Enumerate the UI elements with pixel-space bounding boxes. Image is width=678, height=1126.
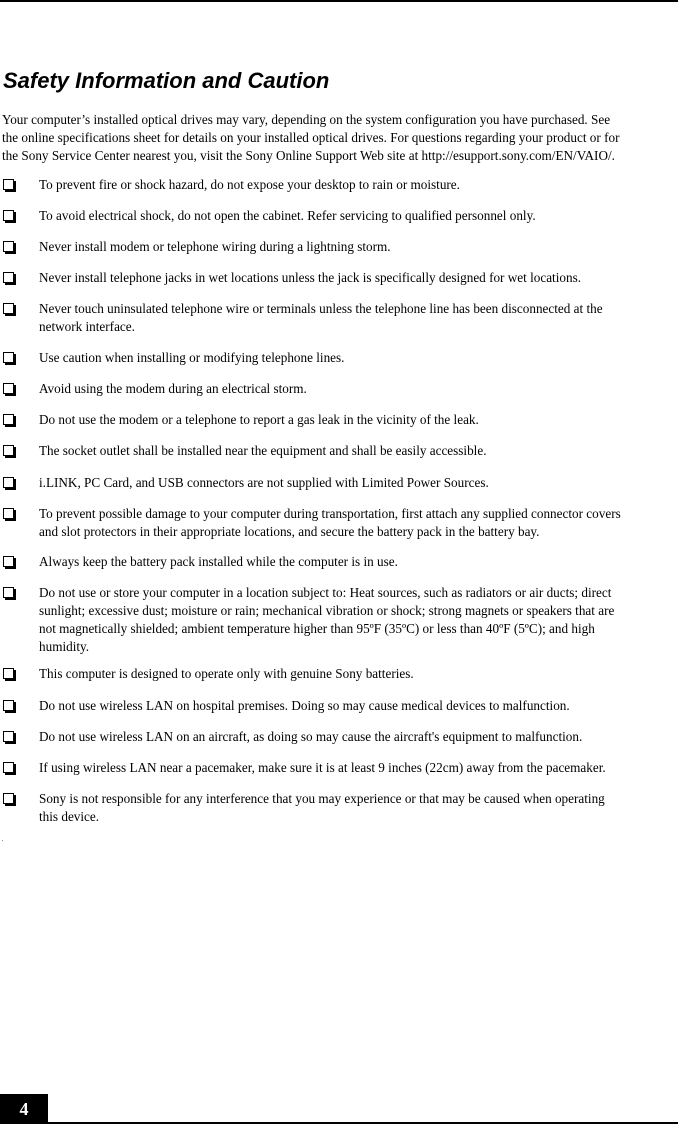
bullet-text [39, 411, 678, 429]
checkbox-icon [3, 587, 14, 598]
checkbox-icon [3, 793, 14, 804]
bullet-line: To prevent fire or shock hazard, do not expose your desktop to rain or moisture. [39, 177, 460, 192]
bottom-rule [48, 1122, 678, 1124]
bullet-text [39, 349, 678, 367]
checkbox-icon [3, 556, 14, 567]
bullet-text [39, 176, 678, 194]
bullet-line: To prevent possible damage to your computer during transportation, first attach any supplied connector covers [39, 506, 621, 521]
bullet-line: Never touch uninsulated telephone wire or terminals unless the telephone line has been disconnected at the [39, 301, 603, 316]
bullet-text [39, 442, 678, 460]
checkbox-icon [3, 241, 14, 252]
bullet-text [39, 505, 678, 541]
bullet-text [39, 697, 678, 715]
checkbox-icon [3, 272, 14, 283]
bullet-line: To avoid electrical shock, do not open the cabinet. Refer servicing to qualified personnel only. [39, 208, 536, 223]
bullet-text [39, 553, 678, 571]
checkbox-icon [3, 668, 14, 679]
bullet-line: If using wireless LAN near a pacemaker, make sure it is at least 9 inches (22cm) away from the pacemaker. [39, 760, 606, 775]
checkbox-icon [3, 303, 14, 314]
stray-mark [2, 840, 3, 841]
bullet-line: Never install telephone jacks in wet locations unless the jack is specifically designed for wet locations. [39, 270, 581, 285]
checkbox-icon [3, 700, 14, 711]
bullet-text [39, 474, 678, 492]
bullet-text [39, 665, 678, 683]
bullet-line: This computer is designed to operate only with genuine Sony batteries. [39, 666, 414, 681]
checkbox-icon [3, 414, 14, 425]
bullet-line: The socket outlet shall be installed near the equipment and shall be easily accessible. [39, 443, 487, 458]
checkbox-icon [3, 477, 14, 488]
bullet-line: i.LINK, PC Card, and USB connectors are not supplied with Limited Power Sources. [39, 475, 489, 490]
bullet-line: Do not use or store your computer in a location subject to: Heat sources, such as radiators or air ducts; direct [39, 585, 612, 600]
bullet-line: and slot protectors in their appropriate locations, and secure the battery pack in the battery bay. [39, 524, 540, 539]
bullet-line: Sony is not responsible for any interference that you may experience or that may be caused when operating [39, 791, 605, 806]
checkbox-icon [3, 508, 14, 519]
bullet-line: Use caution when installing or modifying telephone lines. [39, 350, 345, 365]
bullet-line: Always keep the battery pack installed while the computer is in use. [39, 554, 398, 569]
checkbox-icon [3, 445, 14, 456]
checkbox-icon [3, 383, 14, 394]
bullet-line: Do not use wireless LAN on hospital premises. Doing so may cause medical devices to malfunction. [39, 698, 570, 713]
bullet-line: network interface. [39, 319, 135, 334]
bullet-line: sunlight; excessive dust; moisture or rain; mechanical vibration or shock; strong magnets or speakers that are [39, 603, 615, 618]
checkbox-icon [3, 731, 14, 742]
bullet-line: not magnetically shielded; ambient temperature higher than 95ºF (35ºC) or less than 40ºF (5ºC); and high [39, 621, 595, 636]
bullet-text [39, 207, 678, 225]
bullet-text [39, 790, 678, 826]
page-number: 4 [0, 1094, 48, 1124]
bullet-line: Do not use wireless LAN on an aircraft, as doing so may cause the aircraft's equipment to malfunction. [39, 729, 583, 744]
intro-line: the Sony Service Center nearest you, visit the Sony Online Support Web site at http://esupport.sony.com/EN/VAIO/. [2, 148, 615, 163]
bullet-text [39, 380, 678, 398]
bullet-text [39, 238, 678, 256]
bullet-line: Never install modem or telephone wiring during a lightning storm. [39, 239, 391, 254]
bullet-text [39, 269, 678, 287]
checkbox-icon [3, 179, 14, 190]
bullet-line: Avoid using the modem during an electrical storm. [39, 381, 307, 396]
bullet-line: this device. [39, 809, 100, 824]
bullet-text [39, 584, 678, 656]
bullet-line: Do not use the modem or a telephone to report a gas leak in the vicinity of the leak. [39, 412, 479, 427]
intro-line: the online specifications sheet for details on your installed optical drives. For questions regarding your product or for [2, 130, 620, 145]
bullet-text [39, 300, 678, 336]
checkbox-icon [3, 762, 14, 773]
checkbox-icon [3, 210, 14, 221]
checkbox-icon [3, 352, 14, 363]
intro-line: Your computer’s installed optical drives may vary, depending on the system configuration you have purchased. See [2, 112, 611, 127]
bullet-text [39, 759, 678, 777]
bullet-line: humidity. [39, 639, 90, 654]
page-title: Safety Information and Caution [3, 68, 330, 93]
bullet-text [39, 728, 678, 746]
